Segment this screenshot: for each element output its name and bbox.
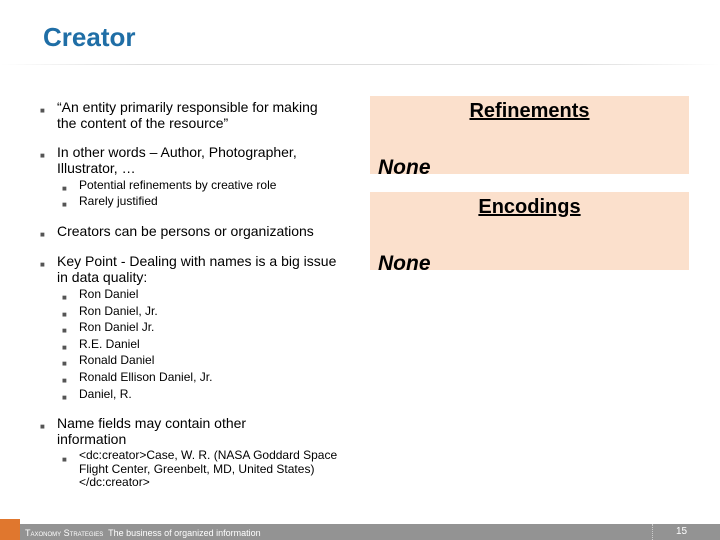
title-divider bbox=[0, 64, 720, 65]
sub-bullet bbox=[62, 177, 276, 194]
bullet bbox=[40, 253, 350, 285]
slide-title: Creator bbox=[43, 22, 136, 52]
sub-bullet bbox=[62, 319, 154, 336]
footer-brand: Taxonomy Strategies bbox=[25, 528, 104, 538]
square-bullet-icon: ■ bbox=[40, 260, 45, 269]
sub-bullet-text: <dc:creator>Case, W. R. (NASA Goddard Space Flight Center, Greenbelt, MD, United States)</dc:creator> bbox=[79, 448, 338, 489]
square-bullet-icon: ■ bbox=[62, 359, 67, 369]
sub-bullet bbox=[62, 303, 158, 320]
footer-text bbox=[25, 528, 261, 538]
logo-square bbox=[0, 519, 20, 540]
sub-bullet-text: Daniel, R. bbox=[79, 386, 132, 401]
bullet-text: Creators can be persons or organizations bbox=[57, 223, 314, 239]
encodings-heading: Encodings bbox=[478, 196, 581, 218]
sub-bullet bbox=[62, 193, 158, 210]
bullet bbox=[40, 223, 370, 239]
refinements-heading: Refinements bbox=[469, 100, 590, 122]
square-bullet-icon: ■ bbox=[40, 106, 45, 115]
square-bullet-icon: ■ bbox=[62, 309, 67, 319]
refinements-value: None bbox=[378, 156, 431, 179]
sub-bullet bbox=[62, 369, 212, 386]
sub-bullet-text: Ron Daniel Jr. bbox=[79, 320, 155, 335]
sub-bullet-text: Ron Daniel bbox=[79, 287, 139, 301]
sub-bullet bbox=[62, 386, 132, 403]
sub-bullet bbox=[62, 449, 362, 490]
encodings-value: None bbox=[378, 252, 431, 275]
page-number: 15 bbox=[676, 526, 688, 537]
sub-bullet-text: Ronald Daniel bbox=[79, 353, 155, 368]
square-bullet-icon: ■ bbox=[40, 422, 45, 431]
sub-bullet-text: Rarely justified bbox=[79, 194, 158, 208]
bullet bbox=[40, 415, 300, 447]
square-bullet-icon: ■ bbox=[62, 342, 67, 352]
sub-bullet bbox=[62, 336, 140, 353]
sub-bullet-text: Ronald Ellison Daniel, Jr. bbox=[79, 370, 213, 384]
square-bullet-icon: ■ bbox=[40, 151, 45, 160]
sub-bullet-text: Potential refinements by creative role bbox=[79, 178, 277, 192]
bullet-text: In other words – Author, Photographer, Illustrator, … bbox=[57, 144, 297, 176]
bullet-text: Key Point - Dealing with names is a big issue in data quality: bbox=[57, 253, 337, 285]
square-bullet-icon: ■ bbox=[62, 326, 67, 336]
square-bullet-icon: ■ bbox=[40, 230, 45, 239]
square-bullet-icon: ■ bbox=[62, 184, 67, 193]
sub-bullet bbox=[62, 352, 154, 369]
footer-tagline: The business of organized information bbox=[108, 528, 261, 538]
square-bullet-icon: ■ bbox=[62, 200, 67, 209]
sub-bullet-text: R.E. Daniel bbox=[79, 336, 140, 351]
sub-bullet bbox=[62, 286, 138, 303]
bullet-text: Name fields may contain other information bbox=[57, 415, 247, 447]
bullet bbox=[40, 99, 340, 131]
square-bullet-icon: ■ bbox=[62, 455, 67, 464]
bullet bbox=[40, 144, 350, 176]
square-bullet-icon: ■ bbox=[62, 392, 67, 402]
footer-divider bbox=[652, 524, 653, 540]
square-bullet-icon: ■ bbox=[62, 293, 67, 302]
square-bullet-icon: ■ bbox=[62, 376, 67, 385]
sub-bullet-text: Ron Daniel, Jr. bbox=[79, 303, 158, 318]
bullet-text: “An entity primarily responsible for making the content of the resource” bbox=[57, 99, 318, 131]
